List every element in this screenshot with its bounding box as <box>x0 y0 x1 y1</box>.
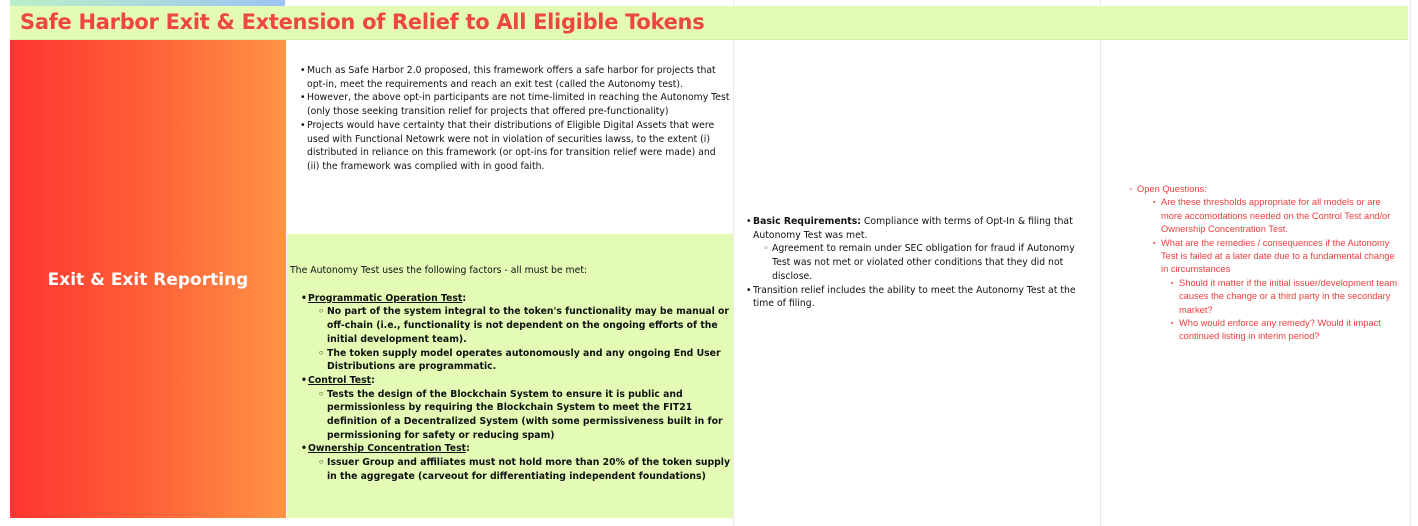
question-text: What are the remedies / consequences if the Autonomy Test is failed at a later date due to a fundamental change in circumstances <box>1161 237 1395 275</box>
basic-requirements-text: Compliance with terms of Opt-In & filing that Autonomy Test was met. <box>753 216 1073 241</box>
test-name: Control Test <box>308 374 372 386</box>
list-item: • Transition relief includes the ability to meet the Autonomy Test at the time of filing. <box>746 284 1086 311</box>
autonomy-test-cell <box>287 234 733 518</box>
row-label: Exit & Exit Reporting <box>47 270 249 290</box>
requirements-cell <box>734 40 1100 518</box>
list-item <box>1129 183 1401 344</box>
list-item: ▪ Should it matter if the initial issuer/development team causes the change or a third party in the secondary market? <box>1171 277 1401 317</box>
section-title: Safe Harbor Exit & Extension of Relief to All Eligible Tokens <box>20 10 705 34</box>
list-item: • Much as Safe Harbor 2.0 proposed, this framework offers a safe harbor for projects that opt-in, meet the requirements and reach an exit test (called the Autonomy test). <box>300 64 730 91</box>
test-name: Programmatic Operation Test <box>308 292 463 304</box>
list-item: • However, the above opt-in participants are not time-limited in reaching the Autonomy Test (only those seeking transition relief for projects that offered pre-functionality) <box>300 91 730 118</box>
column-divider <box>1410 0 1411 526</box>
row-label-cell <box>10 40 286 518</box>
open-questions-list <box>1129 183 1401 344</box>
autonomy-test <box>290 264 732 484</box>
framework-bullets <box>300 64 730 174</box>
test-ownership: • Ownership Concentration Test: ◦ Issuer Group and affiliates must not hold more than 20% of the token supply in the aggregate (carveout for differentiating independent foundations) <box>301 442 732 483</box>
test-programmatic: • Programmatic Operation Test: ◦ No part of the system integral to the token's functionality may be manual or off-chain (i.e., functionality is not dependent on the ongoing efforts of the initial development team). ◦ The token supply model operates autonomously and any ongoing End User Distributions are programmatic. <box>301 292 732 374</box>
open-questions-label: Open Questions: <box>1137 184 1207 194</box>
list-item <box>1153 237 1401 344</box>
list-item: ◦ Issuer Group and affiliates must not hold more than 20% of the token supply in the aggregate (carveout for differentiating independent foundations) <box>318 456 732 483</box>
autonomy-tests <box>301 292 732 484</box>
list-item: ◦ Agreement to remain under SEC obligation for fraud if Autonomy Test was not met or violated other conditions that they did not disclose. <box>763 242 1086 283</box>
open-questions <box>1129 183 1401 344</box>
list-item: ◦ No part of the system integral to the token's functionality may be manual or off-chain (i.e., functionality is not dependent on the ongoing efforts of the initial development team). <box>318 305 732 346</box>
test-control: • Control Test: ◦ Tests the design of the Blockchain System to ensure it is public and permissionless by requiring the Blockchain System to meet the FIT21 definition of a Decentralized System (with some permissiveness built in for permissioning for safety or reducing spam) <box>301 374 732 443</box>
test-points <box>318 305 732 374</box>
test-points <box>318 388 732 443</box>
test-points <box>318 456 732 483</box>
basic-requirements-label: Basic Requirements: <box>753 216 861 227</box>
question-list <box>1153 196 1401 343</box>
open-questions-cell <box>1101 40 1408 518</box>
requirements-list <box>746 215 1086 311</box>
framework-cell <box>287 40 733 234</box>
test-name: Ownership Concentration Test <box>308 443 467 455</box>
sub-question-list <box>1171 277 1401 344</box>
autonomy-lead: The Autonomy Test uses the following factors - all must be met: <box>290 265 588 276</box>
list-item: • Projects would have certainty that their distributions of Eligible Digital Assets that were used with Functional Netowrk were not in violation of securities lawss, to the extent (i) distributed in reliance on this framework (or opt-ins for transition relief were made) and (ii) the framework was complied with in good faith. <box>300 119 730 174</box>
list-item <box>746 215 1086 284</box>
list-item: ▪ Are these thresholds appropriate for all models or are more accomodations needed on the Control Test and/or Ownership Concentration Test. <box>1153 196 1401 236</box>
list-item: ◦ Tests the design of the Blockchain System to ensure it is public and permissionless by requiring the Blockchain System to meet the FIT21 definition of a Decentralized System (with some permissiveness built in for permissioning for safety or reducing spam) <box>318 388 732 443</box>
sub-list <box>763 242 1086 283</box>
list-item: ◦ The token supply model operates autonomously and any ongoing End User Distributions are programmatic. <box>318 347 732 374</box>
section-header <box>10 6 1408 40</box>
list-item: ▪ Who would enforce any remedy? Would it impact continued listing in interim period? <box>1171 317 1401 344</box>
